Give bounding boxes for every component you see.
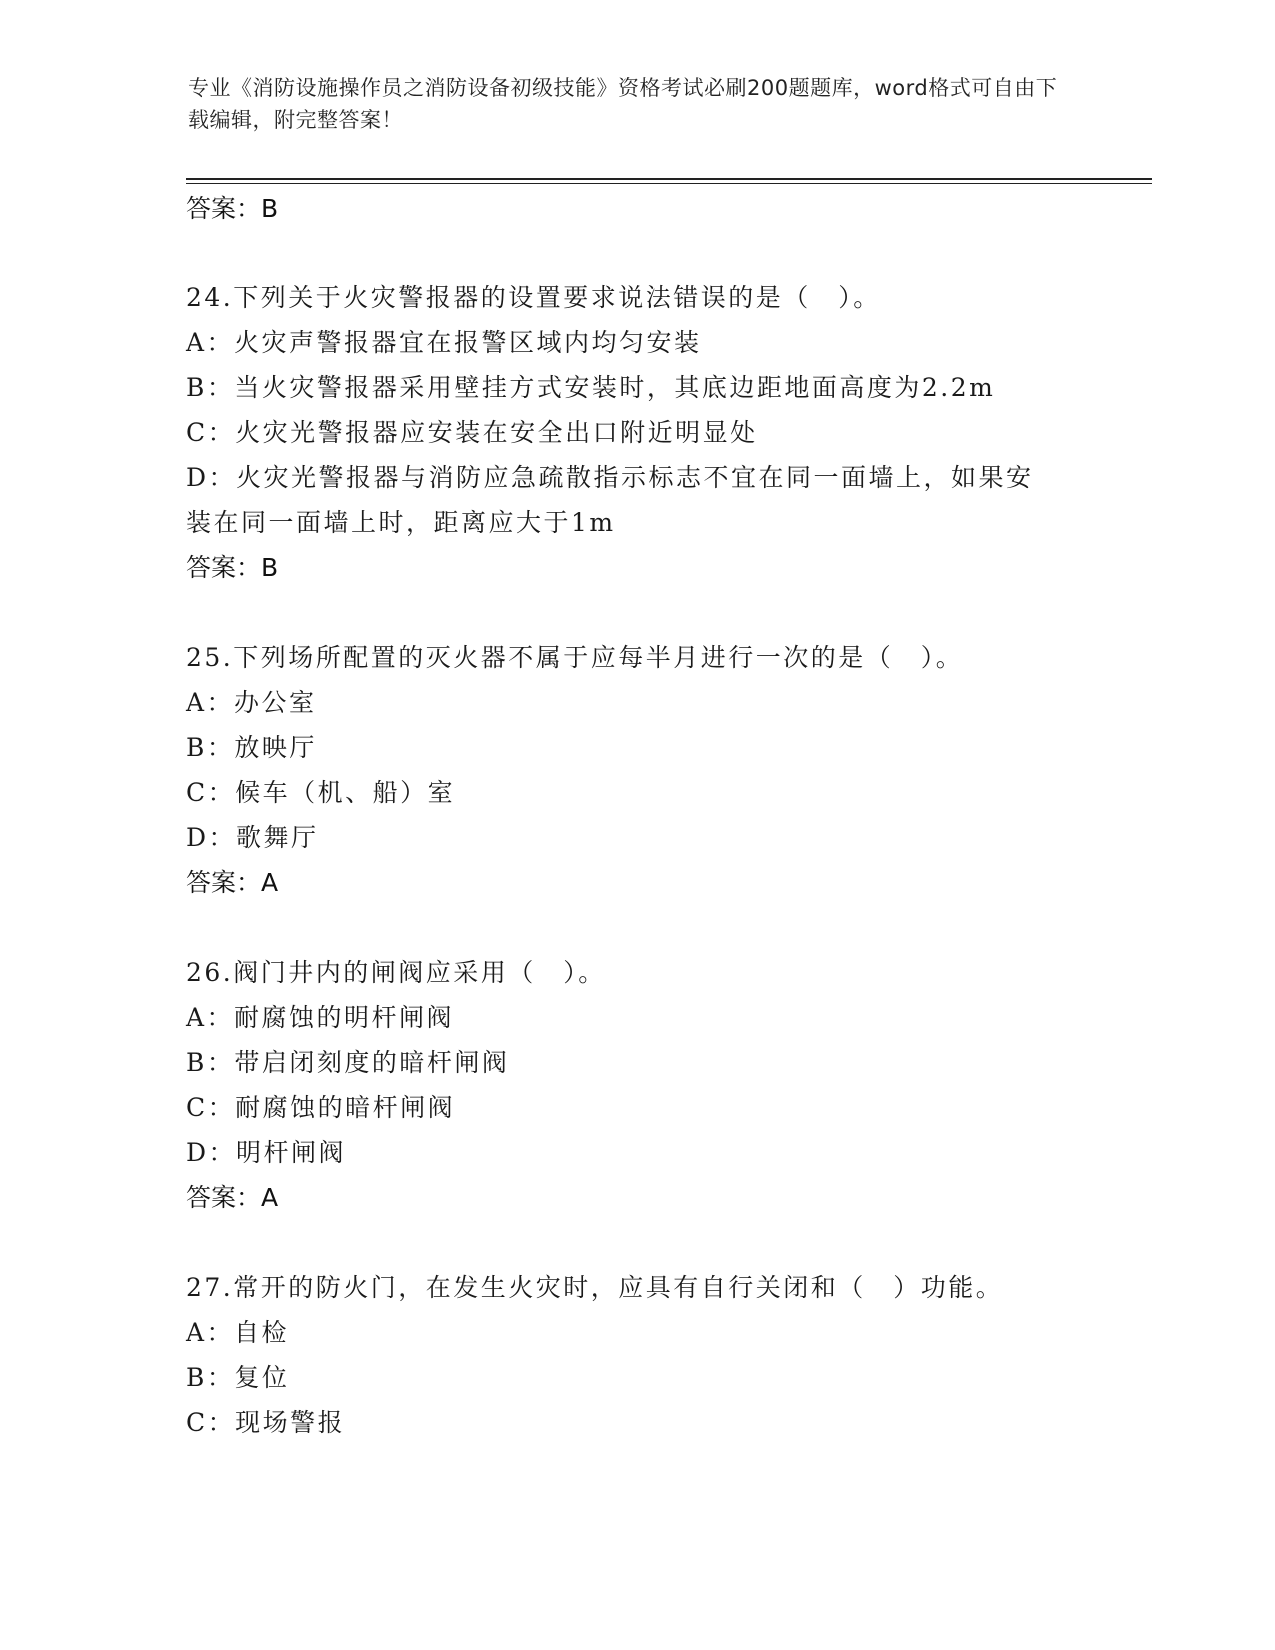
option-d-continued: 装在同一面墙上时，距离应大于1m (186, 508, 616, 537)
option-b: B：复位 (186, 1363, 290, 1392)
option-c: C：火灾光警报器应安装在安全出口附近明显处 (186, 418, 758, 447)
answer-line: 答案：B (186, 553, 279, 582)
option-b: B：当火灾警报器采用壁挂方式安装时，其底边距地面高度为2.2m (186, 373, 996, 402)
option-a: A：耐腐蚀的明杆闸阀 (186, 1003, 455, 1032)
option-a: A：火灾声警报器宜在报警区域内均匀安装 (186, 328, 702, 357)
option-b: B：带启闭刻度的暗杆闸阀 (186, 1048, 510, 1077)
answer-line: 答案：A (186, 1183, 279, 1212)
option-a: A：自检 (186, 1318, 290, 1347)
question-stem: 24.下列关于火灾警报器的设置要求说法错误的是（ ）。 (186, 283, 881, 312)
question-stem: 27.常开的防火门，在发生火灾时，应具有自行关闭和（ ）功能。 (186, 1273, 1004, 1302)
option-d: D：明杆闸阀 (186, 1138, 347, 1167)
option-b: B：放映厅 (186, 733, 317, 762)
answer-line: 答案：B (186, 194, 279, 223)
header-divider (186, 178, 1152, 180)
page-header: 专业《消防设施操作员之消防设备初级技能》资格考试必刷200题题库，word格式可自由下载编辑，附完整答案！ (188, 76, 1058, 132)
option-d: D：歌舞厅 (186, 823, 319, 852)
option-d: D：火灾光警报器与消防应急疏散指示标志不宜在同一面墙上，如果安 (186, 463, 1034, 492)
option-c: C：候车（机、船）室 (186, 778, 456, 807)
question-stem: 25.下列场所配置的灭火器不属于应每半月进行一次的是（ ）。 (186, 643, 964, 672)
option-a: A：办公室 (186, 688, 317, 717)
answer-line: 答案：A (186, 868, 279, 897)
header-divider-thin (186, 183, 1152, 184)
question-stem: 26.阀门井内的闸阀应采用（ ）。 (186, 958, 606, 987)
option-c: C：现场警报 (186, 1408, 346, 1437)
option-c: C：耐腐蚀的暗杆闸阀 (186, 1093, 456, 1122)
